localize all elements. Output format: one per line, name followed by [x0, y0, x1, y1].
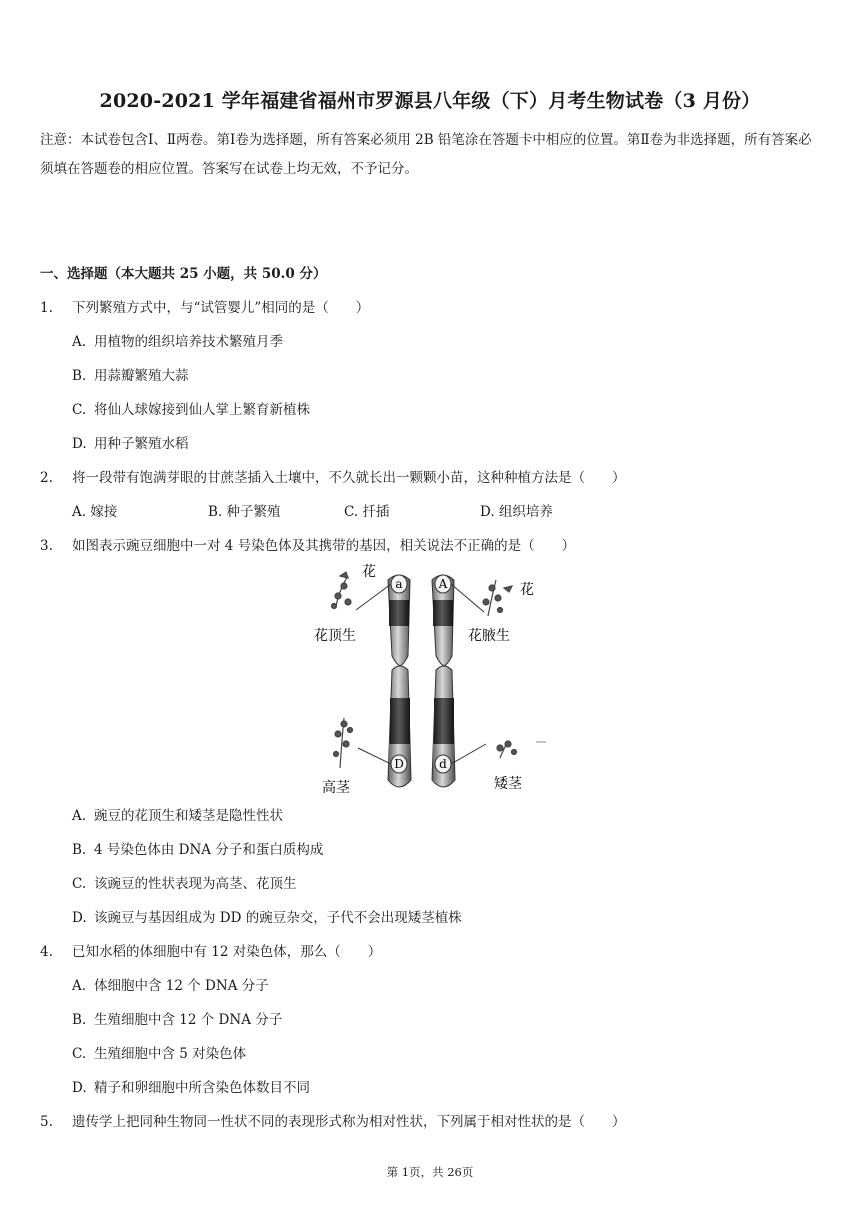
gene-marker-a [391, 575, 407, 593]
option-letter: C. [344, 504, 359, 520]
option-text: 豌豆的花顶生和矮茎是隐性性状 [94, 808, 283, 824]
option-4a [72, 974, 269, 994]
question-number: 4. [40, 944, 53, 960]
question-3 [40, 534, 575, 554]
flower-label-right: 花 [520, 582, 534, 598]
option-text: 扦插 [362, 504, 390, 520]
option-1b [72, 364, 189, 384]
option-text: 用植物的组织培养技术繁殖月季 [94, 334, 283, 350]
option-letter: C. [72, 402, 87, 418]
label-flower-terminal: 花顶生 [314, 628, 356, 644]
option-2a [72, 500, 117, 520]
option-2d [480, 500, 553, 520]
gene-label: D [394, 757, 404, 771]
option-2c [344, 500, 389, 520]
gene-label: A [438, 577, 448, 591]
question-stem: 遗传学上把同种生物同一性状不同的表现形式称为相对性状，下列属于相对性状的是（ ） [72, 1114, 626, 1130]
option-letter: B. [72, 368, 87, 384]
gene-label: a [395, 577, 403, 591]
option-text: 将仙人球嫁接到仙人掌上繁育新植株 [94, 402, 310, 418]
exam-title: 2020-2021 学年福建省福州市罗源县八年级（下）月考生物试卷（3 月份） [99, 90, 761, 112]
chromosome-figure [300, 558, 562, 798]
option-letter: B. [72, 1012, 87, 1028]
option-text: 生殖细胞中含 5 对染色体 [94, 1046, 247, 1062]
option-3d [72, 906, 462, 926]
gene-label: d [439, 757, 447, 771]
option-letter: A. [72, 334, 87, 350]
option-letter: B. [72, 842, 87, 858]
option-letter: C. [72, 1046, 87, 1062]
question-number: 2. [40, 470, 53, 486]
question-1 [40, 296, 369, 316]
option-text: 用蒜瓣繁殖大蒜 [94, 368, 189, 384]
question-stem: 将一段带有饱满芽眼的甘蔗茎插入土壤中，不久就长出一颗颗小苗，这种种植方法是（ ） [72, 470, 626, 486]
plant-top-left-icon [332, 572, 352, 609]
gene-marker-D [391, 755, 407, 773]
option-4d [72, 1076, 310, 1096]
option-text: 生殖细胞中含 12 个 DNA 分子 [94, 1012, 283, 1028]
option-text: 该豌豆的性状表现为高茎、花顶生 [94, 876, 297, 892]
option-letter: D. [480, 504, 495, 520]
gene-marker-A [435, 575, 451, 593]
option-text: 组织培养 [498, 504, 553, 520]
option-text: 该豌豆与基因组成为 DD 的豌豆杂交，子代不会出现矮茎植株 [94, 910, 462, 926]
option-2b [208, 500, 281, 520]
label-flower-axial: 花腋生 [468, 628, 510, 644]
option-3c [72, 872, 297, 892]
plant-bottom-right-icon [497, 741, 517, 758]
question-5 [40, 1110, 626, 1130]
option-1c [72, 398, 310, 418]
label-short-stem: 矮茎 [494, 776, 522, 792]
exam-notice: 注意：本试卷包含Ⅰ、Ⅱ两卷。第Ⅰ卷为选择题，所有答案必须用 2B 铅笔涂在答题卡中相应的位置。第Ⅱ卷为非选择题，所有答案必须填在答题卷的相应位置。答案写在试卷上均无效，不予记分。 [40, 132, 812, 177]
plant-bottom-left-icon [334, 718, 353, 768]
gene-marker-d [435, 755, 451, 773]
option-letter: D. [72, 436, 87, 452]
option-1d [72, 432, 189, 452]
plant-top-right-icon [483, 580, 512, 616]
question-number: 1. [40, 300, 53, 316]
option-text: 嫁接 [90, 504, 118, 520]
option-text: 精子和卵细胞中所含染色体数目不同 [94, 1080, 310, 1096]
option-text: 4 号染色体由 DNA 分子和蛋白质构成 [94, 842, 324, 858]
option-letter: A. [72, 978, 87, 994]
option-letter: A. [72, 504, 87, 520]
option-4c [72, 1042, 246, 1062]
question-4 [40, 940, 381, 960]
leader-lines [356, 584, 486, 764]
option-3b [72, 838, 323, 858]
option-text: 种子繁殖 [226, 504, 281, 520]
question-2 [40, 466, 626, 486]
option-letter: C. [72, 876, 87, 892]
option-letter: B. [208, 504, 223, 520]
flower-label-left: 花 [362, 564, 376, 580]
option-3a [72, 804, 283, 824]
option-letter: A. [72, 808, 87, 824]
label-tall-stem: 高茎 [322, 780, 350, 796]
question-number: 3. [40, 538, 53, 554]
option-letter: D. [72, 1080, 87, 1096]
option-text: 用种子繁殖水稻 [94, 436, 189, 452]
option-text: 体细胞中含 12 个 DNA 分子 [94, 978, 269, 994]
option-1a [72, 330, 283, 350]
page-footer: 第 1页，共 26页 [386, 1165, 474, 1179]
section-heading: 一、选择题（本大题共 25 小题，共 50.0 分） [40, 266, 327, 282]
option-4b [72, 1008, 282, 1028]
question-stem: 如图表示豌豆细胞中一对 4 号染色体及其携带的基因，相关说法不正确的是（ ） [72, 538, 576, 554]
option-letter: D. [72, 910, 87, 926]
question-number: 5. [40, 1114, 53, 1130]
question-stem: 已知水稻的体细胞中有 12 对染色体，那么（ ） [72, 944, 382, 960]
question-stem: 下列繁殖方式中，与“试管婴儿”相同的是（ ） [72, 300, 370, 316]
